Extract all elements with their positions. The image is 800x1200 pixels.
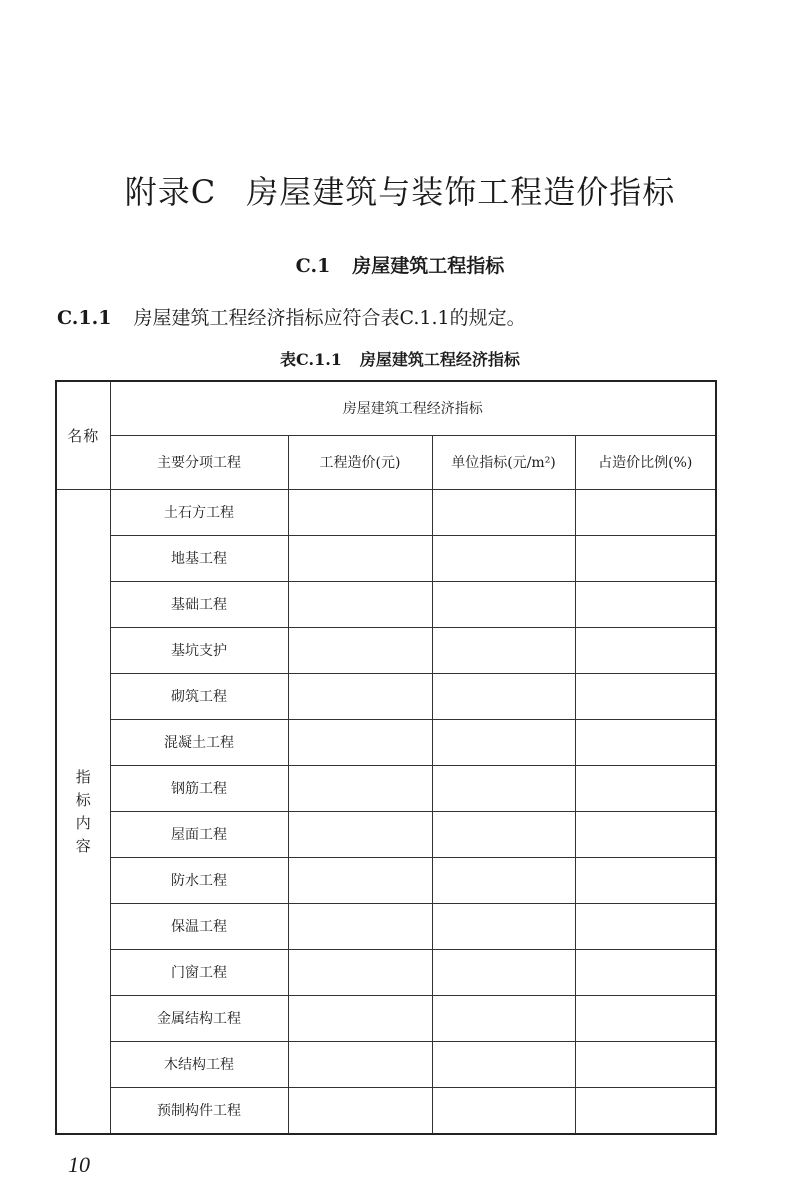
item-cell: 基础工程 <box>110 582 288 628</box>
page-number: 10 <box>68 1152 90 1177</box>
item-cell: 防水工程 <box>110 858 288 904</box>
appendix-title-text: 房屋建筑与装饰工程造价指标 <box>246 173 676 211</box>
item-cell: 地基工程 <box>110 536 288 582</box>
unit-index-cell <box>432 904 575 950</box>
appendix-code: 附录C <box>124 173 217 211</box>
ratio-cell <box>575 720 716 766</box>
table-row <box>56 1088 716 1135</box>
table-row <box>56 1042 716 1088</box>
column-header-cost: 工程造价(元) <box>288 436 432 490</box>
table-caption-title: 房屋建筑工程经济指标 <box>359 350 520 369</box>
ratio-cell <box>575 628 716 674</box>
ratio-cell <box>575 812 716 858</box>
item-cell: 预制构件工程 <box>110 1088 288 1135</box>
table-row <box>56 950 716 996</box>
section-number: C.1 <box>295 255 331 277</box>
economic-index-table <box>55 380 717 1135</box>
item-cell: 屋面工程 <box>110 812 288 858</box>
column-header-item: 主要分项工程 <box>110 436 288 490</box>
cost-cell <box>288 950 432 996</box>
cost-cell <box>288 766 432 812</box>
table-header-row <box>56 381 716 436</box>
unit-index-cell <box>432 950 575 996</box>
cost-cell <box>288 582 432 628</box>
table-row <box>56 996 716 1042</box>
table-row <box>56 858 716 904</box>
group-header-cell: 房屋建筑工程经济指标 <box>110 381 716 436</box>
table-caption <box>0 348 800 372</box>
cost-cell <box>288 1088 432 1135</box>
cost-cell <box>288 904 432 950</box>
cost-cell <box>288 674 432 720</box>
cost-cell <box>288 1042 432 1088</box>
ratio-cell <box>575 950 716 996</box>
item-cell: 土石方工程 <box>110 490 288 536</box>
item-cell: 保温工程 <box>110 904 288 950</box>
cost-cell <box>288 628 432 674</box>
column-header-unit-index: 单位指标(元/m²) <box>432 436 575 490</box>
table-row <box>56 536 716 582</box>
cost-cell <box>288 812 432 858</box>
unit-index-cell <box>432 766 575 812</box>
unit-index-cell <box>432 1088 575 1135</box>
table-row <box>56 812 716 858</box>
table-column-header-row <box>56 436 716 490</box>
clause-number: C.1.1 <box>57 307 112 329</box>
section-heading <box>0 252 800 280</box>
unit-index-cell <box>432 812 575 858</box>
unit-index-cell <box>432 628 575 674</box>
name-header-cell: 名称 <box>56 381 110 490</box>
item-cell: 金属结构工程 <box>110 996 288 1042</box>
item-cell: 基坑支护 <box>110 628 288 674</box>
clause-text: 房屋建筑工程经济指标应符合表C.1.1的规定。 <box>133 307 526 329</box>
ratio-cell <box>575 904 716 950</box>
cost-cell <box>288 490 432 536</box>
cost-cell <box>288 996 432 1042</box>
row-group-label: 指标内容 <box>75 767 91 855</box>
unit-index-cell <box>432 996 575 1042</box>
ratio-cell <box>575 582 716 628</box>
table-row <box>56 582 716 628</box>
table-row <box>56 490 716 536</box>
item-cell: 钢筋工程 <box>110 766 288 812</box>
table-caption-number: 表C.1.1 <box>280 350 342 369</box>
cost-cell <box>288 536 432 582</box>
table-row <box>56 674 716 720</box>
item-cell: 木结构工程 <box>110 1042 288 1088</box>
cost-cell <box>288 858 432 904</box>
unit-index-cell <box>432 674 575 720</box>
unit-index-cell <box>432 582 575 628</box>
table-row <box>56 628 716 674</box>
ratio-cell <box>575 766 716 812</box>
cost-cell <box>288 720 432 766</box>
unit-index-cell <box>432 536 575 582</box>
table-row <box>56 720 716 766</box>
column-header-ratio: 占造价比例(%) <box>575 436 716 490</box>
unit-index-cell <box>432 858 575 904</box>
item-cell: 砌筑工程 <box>110 674 288 720</box>
section-title-text: 房屋建筑工程指标 <box>352 255 505 277</box>
ratio-cell <box>575 536 716 582</box>
appendix-title <box>0 170 800 214</box>
table-row <box>56 766 716 812</box>
clause-paragraph <box>57 303 526 333</box>
ratio-cell <box>575 1042 716 1088</box>
ratio-cell <box>575 1088 716 1135</box>
table-row <box>56 904 716 950</box>
unit-index-cell <box>432 490 575 536</box>
unit-index-cell <box>432 1042 575 1088</box>
ratio-cell <box>575 490 716 536</box>
item-cell: 混凝土工程 <box>110 720 288 766</box>
ratio-cell <box>575 858 716 904</box>
item-cell: 门窗工程 <box>110 950 288 996</box>
ratio-cell <box>575 996 716 1042</box>
ratio-cell <box>575 674 716 720</box>
row-group-label-cell <box>56 490 110 1135</box>
unit-index-cell <box>432 720 575 766</box>
